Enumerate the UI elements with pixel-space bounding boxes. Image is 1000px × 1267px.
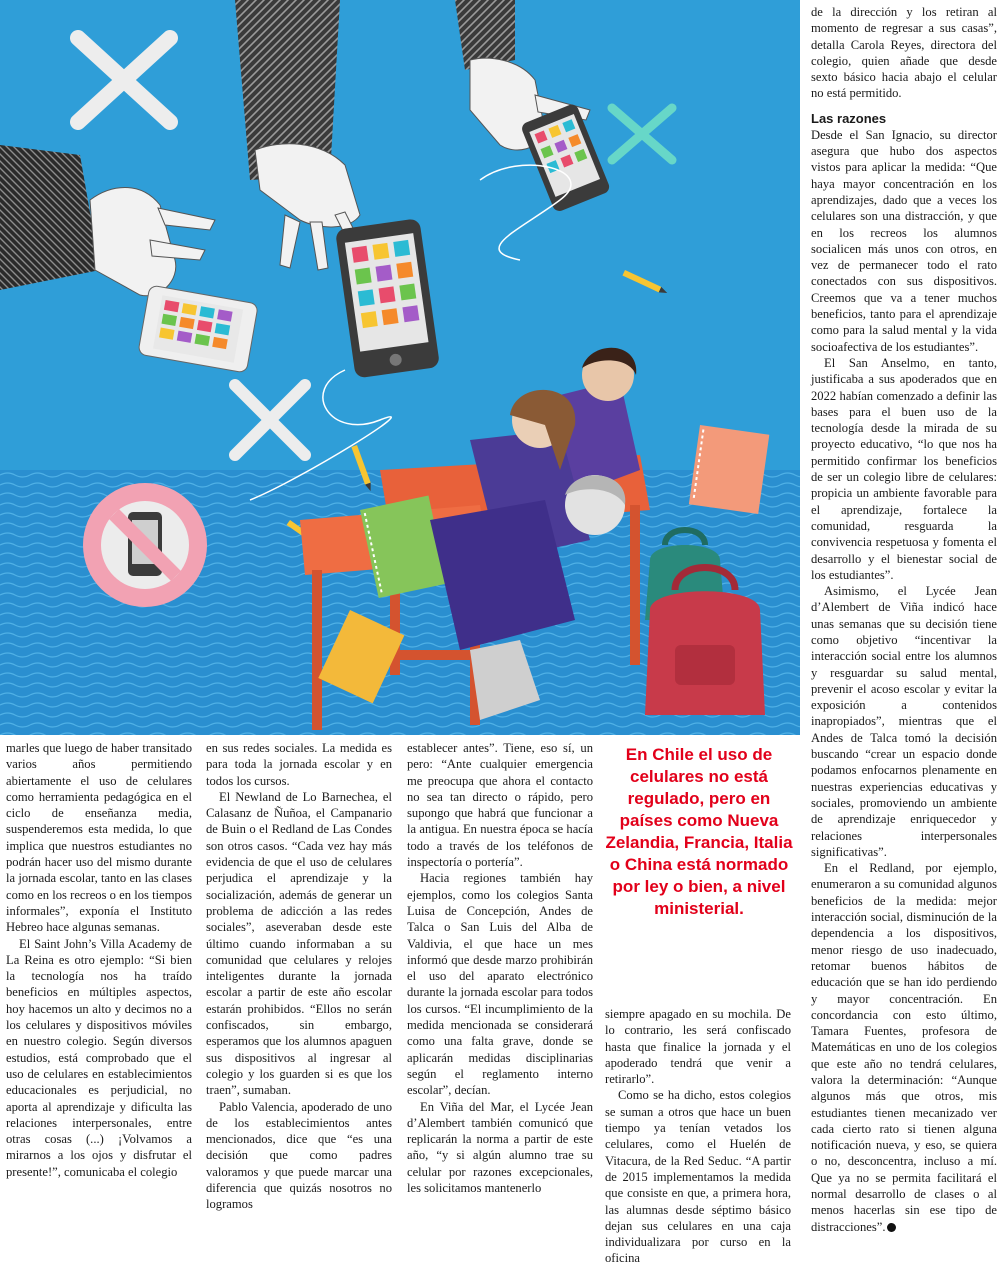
paragraph: En Viña del Mar, el Lycée Jean d’Alembert también comunicó que replicarán la norma a partir de este año, “y si algún alumno trae su celular por razones excepcionales, les solicitamos mantenerlo	[407, 1099, 593, 1196]
paragraph: de la dirección y los retiran al momento de regresar a sus casas”, detalla Carola Reyes, directora del colegio, quien añade que desde sexto básico hacia abajo el celular no está permitido.	[811, 5, 997, 101]
paragraph: Hacia regiones también hay ejemplos, como los colegios Santa Luisa de Concepción, Andes de Talca o San Luis del Alba de Valdivia, el que hace un mes informó que desde marzo prohibirán el uso del aparato electrónico durante la jornada escolar para todos los cursos. “El incumplimiento de la medida mencionada se considerará como una falta grave, donde se aplicarán medidas disciplinarias según el reglamento interno escolar”, decían.	[407, 871, 593, 1098]
section-subhead: Las razones	[811, 110, 887, 126]
paragraph: establecer antes”. Tiene, eso sí, un pero: “Ante cualquier emergencia me preocupa que ahora el contacto no sea tan directo o rápido, pero supongo que habrá que funcionar a la antigua. En nuestra época se hacía todo a través de los teléfonos de inspectoría o portería”.	[407, 741, 593, 870]
paragraph: marles que luego de haber transitado varios años permitiendo abiertamente el uso de celulares como herramienta pedagógica en el ciclo de enseñanza media, suspenderemos esta medida, lo que implica que nuestros estudiantes no podrán hacer uso del mismo durante la jornada escolar, tanto en las clases como en los recreos o en los tiempos informales”, exponía el Instituto Hebreo hace algunas semanas.	[6, 741, 192, 935]
article-column-1	[6, 740, 192, 1240]
paragraph: El Newland de Lo Barnechea, el Calasanz de Ñuñoa, el Campanario de Buin o el Redland de Las Condes son otros casos. “Cada vez hay más evidencia de que el uso de celulares perjudica el aprendizaje y la socialización, además de generar un problema de adicción a las redes sociales”, aseveraban desde este último cuando informaban a su comunidad que celulares y relojes inteligentes durante la jornada escolar a partir de este año escolar estarán prohibidos. “Ellos no serán confiscados, sin embargo, esperamos que los alumnos apaguen sus dispositivos al ingresar al colegio y los guarden si es que los traen”, sumaban.	[206, 789, 392, 1098]
collage-illustration	[0, 0, 800, 735]
paragraph: en sus redes sociales. La medida es para toda la jornada escolar y en todos los cursos.	[206, 741, 392, 788]
paragraph: Pablo Valencia, apoderado de uno de los establecimientos antes mencionados, dice que “es una decisión que como padres valoramos y que puede marcar una diferencia que quizás nosotros no logramos	[206, 1099, 392, 1212]
article-column-2	[206, 740, 392, 1240]
pull-quote: En Chile el uso de celulares no está regulado, pero en países como Nueva Zelandia, Francia, Italia o China está normado por ley o bien, a nivel ministerial.	[605, 745, 793, 918]
paragraph	[811, 860, 997, 1235]
no-phone-sign-icon	[83, 483, 207, 607]
paragraph: El San Anselmo, en tanto, justificaba a sus apoderados que en 2022 habían comenzado a definir las bases para el buen uso de la tecnología desde la mirada de su proyecto educativo, “lo que nos ha permitido confirmar los beneficios de ser un colegio libre de celulares: propicia un ambiente favorable para el aprendizaje, fortalece la comunidad, resguarda la convivencia respetuosa y fomenta el desarrollo y el bienestar social de los estudiantes”.	[811, 355, 997, 582]
paragraph: Asimismo, el Lycée Jean d’Alembert de Viña indicó hace unas semanas que su decisión tiene como objetivo “incentivar la interacción social entre los alumnos y resguardar su salud mental, prevenir el acoso escolar y evitar la exposición a contenidos inapropiados”, mientras que el Andes de Talca tomó la decisión buscando “crear un espacio donde podamos enfocarnos plenamente en nuestras experiencias educativas y sociales, promoviendo un ambiente de aprendizaje enriquecedor y relaciones interpersonales significativas”.	[811, 584, 997, 859]
article-column-4	[605, 1006, 791, 1266]
notebook-icon	[689, 425, 769, 514]
paragraph: Como se ha dicho, estos colegios se suman a otros que hace un buen tiempo ya tenían vetados los celulares, como el Huelén de Vitacura, de la Red Seduc. “A partir de 2015 implementamos la medida que consiste en que, a primera hora, las alumnas desde séptimo básico dejan sus celulares en una caja individualizara por curso en la oficina	[605, 1088, 791, 1266]
paragraph: Desde el San Ignacio, su director asegura que hubo dos aspectos vistos para aplicar la medida: “Que haya mayor concentración en los aprendizajes, dado que a veces los celulares son una distracción, y que en los recreos los alumnos socialicen más unos con otros, en vez de permanecer todo el rato conectados con sus dispositivos. Creemos que va a tener muchos beneficios, tanto para el aprendizaje como para la salud mental y la vida socioafectiva de los estudiantes”.	[811, 127, 997, 354]
paragraph: El Saint John’s Villa Academy de La Reina es otro ejemplo: “Si bien la tecnología nos ha traído beneficios en múltiples aspectos, hoy hacemos un alto y decimos no a los celulares y dispositivos móviles en nuestro colegio. Según diversos estudios, está comprobado que el uso de celulares en establecimientos educacionales es perjudicial, no aporta al aprendizaje y dificulta las relaciones interpersonales, entre otras cosas (...) ¡Volvamos a mirarnos a los ojos y disfrutar el presente!”, comunicaba el colegio	[6, 936, 192, 1179]
paragraph: siempre apagado en su mochila. De lo contrario, les será confiscado hasta que finalice la jornada y el apoderado tendrá que venir a retirarlo”.	[605, 1007, 791, 1087]
article-column-3	[407, 740, 593, 1240]
article-column-5	[811, 4, 997, 1240]
paragraph-text: En el Redland, por ejemplo, enumeraron a su comunidad algunos beneficios de la medida: mejor interacción social, disminución de la dependencia a los dispositivos, menor riesgo de uso inadecuado, retomar buenos hábitos de educación que se han ido perdiendo y mayor concentración. En concordancia con esto último, Tamara Fuentes, profesora de Matemáticas en uno de los colegios que este año no tendrá celulares, valora la determinación: “Aunque algunos más que otros, mis estudiantes tienen mecanizado ver cada cierto rato si tienen alguna notificación nueva, y eso, se quiera o no, desconcentra, incluso a mí. Que ya no se permita facilitará el normal desarrollo de clases o al menos hacerlas sin ese tipo de distracciones”.	[811, 861, 997, 1234]
end-of-article-icon	[887, 1223, 896, 1232]
